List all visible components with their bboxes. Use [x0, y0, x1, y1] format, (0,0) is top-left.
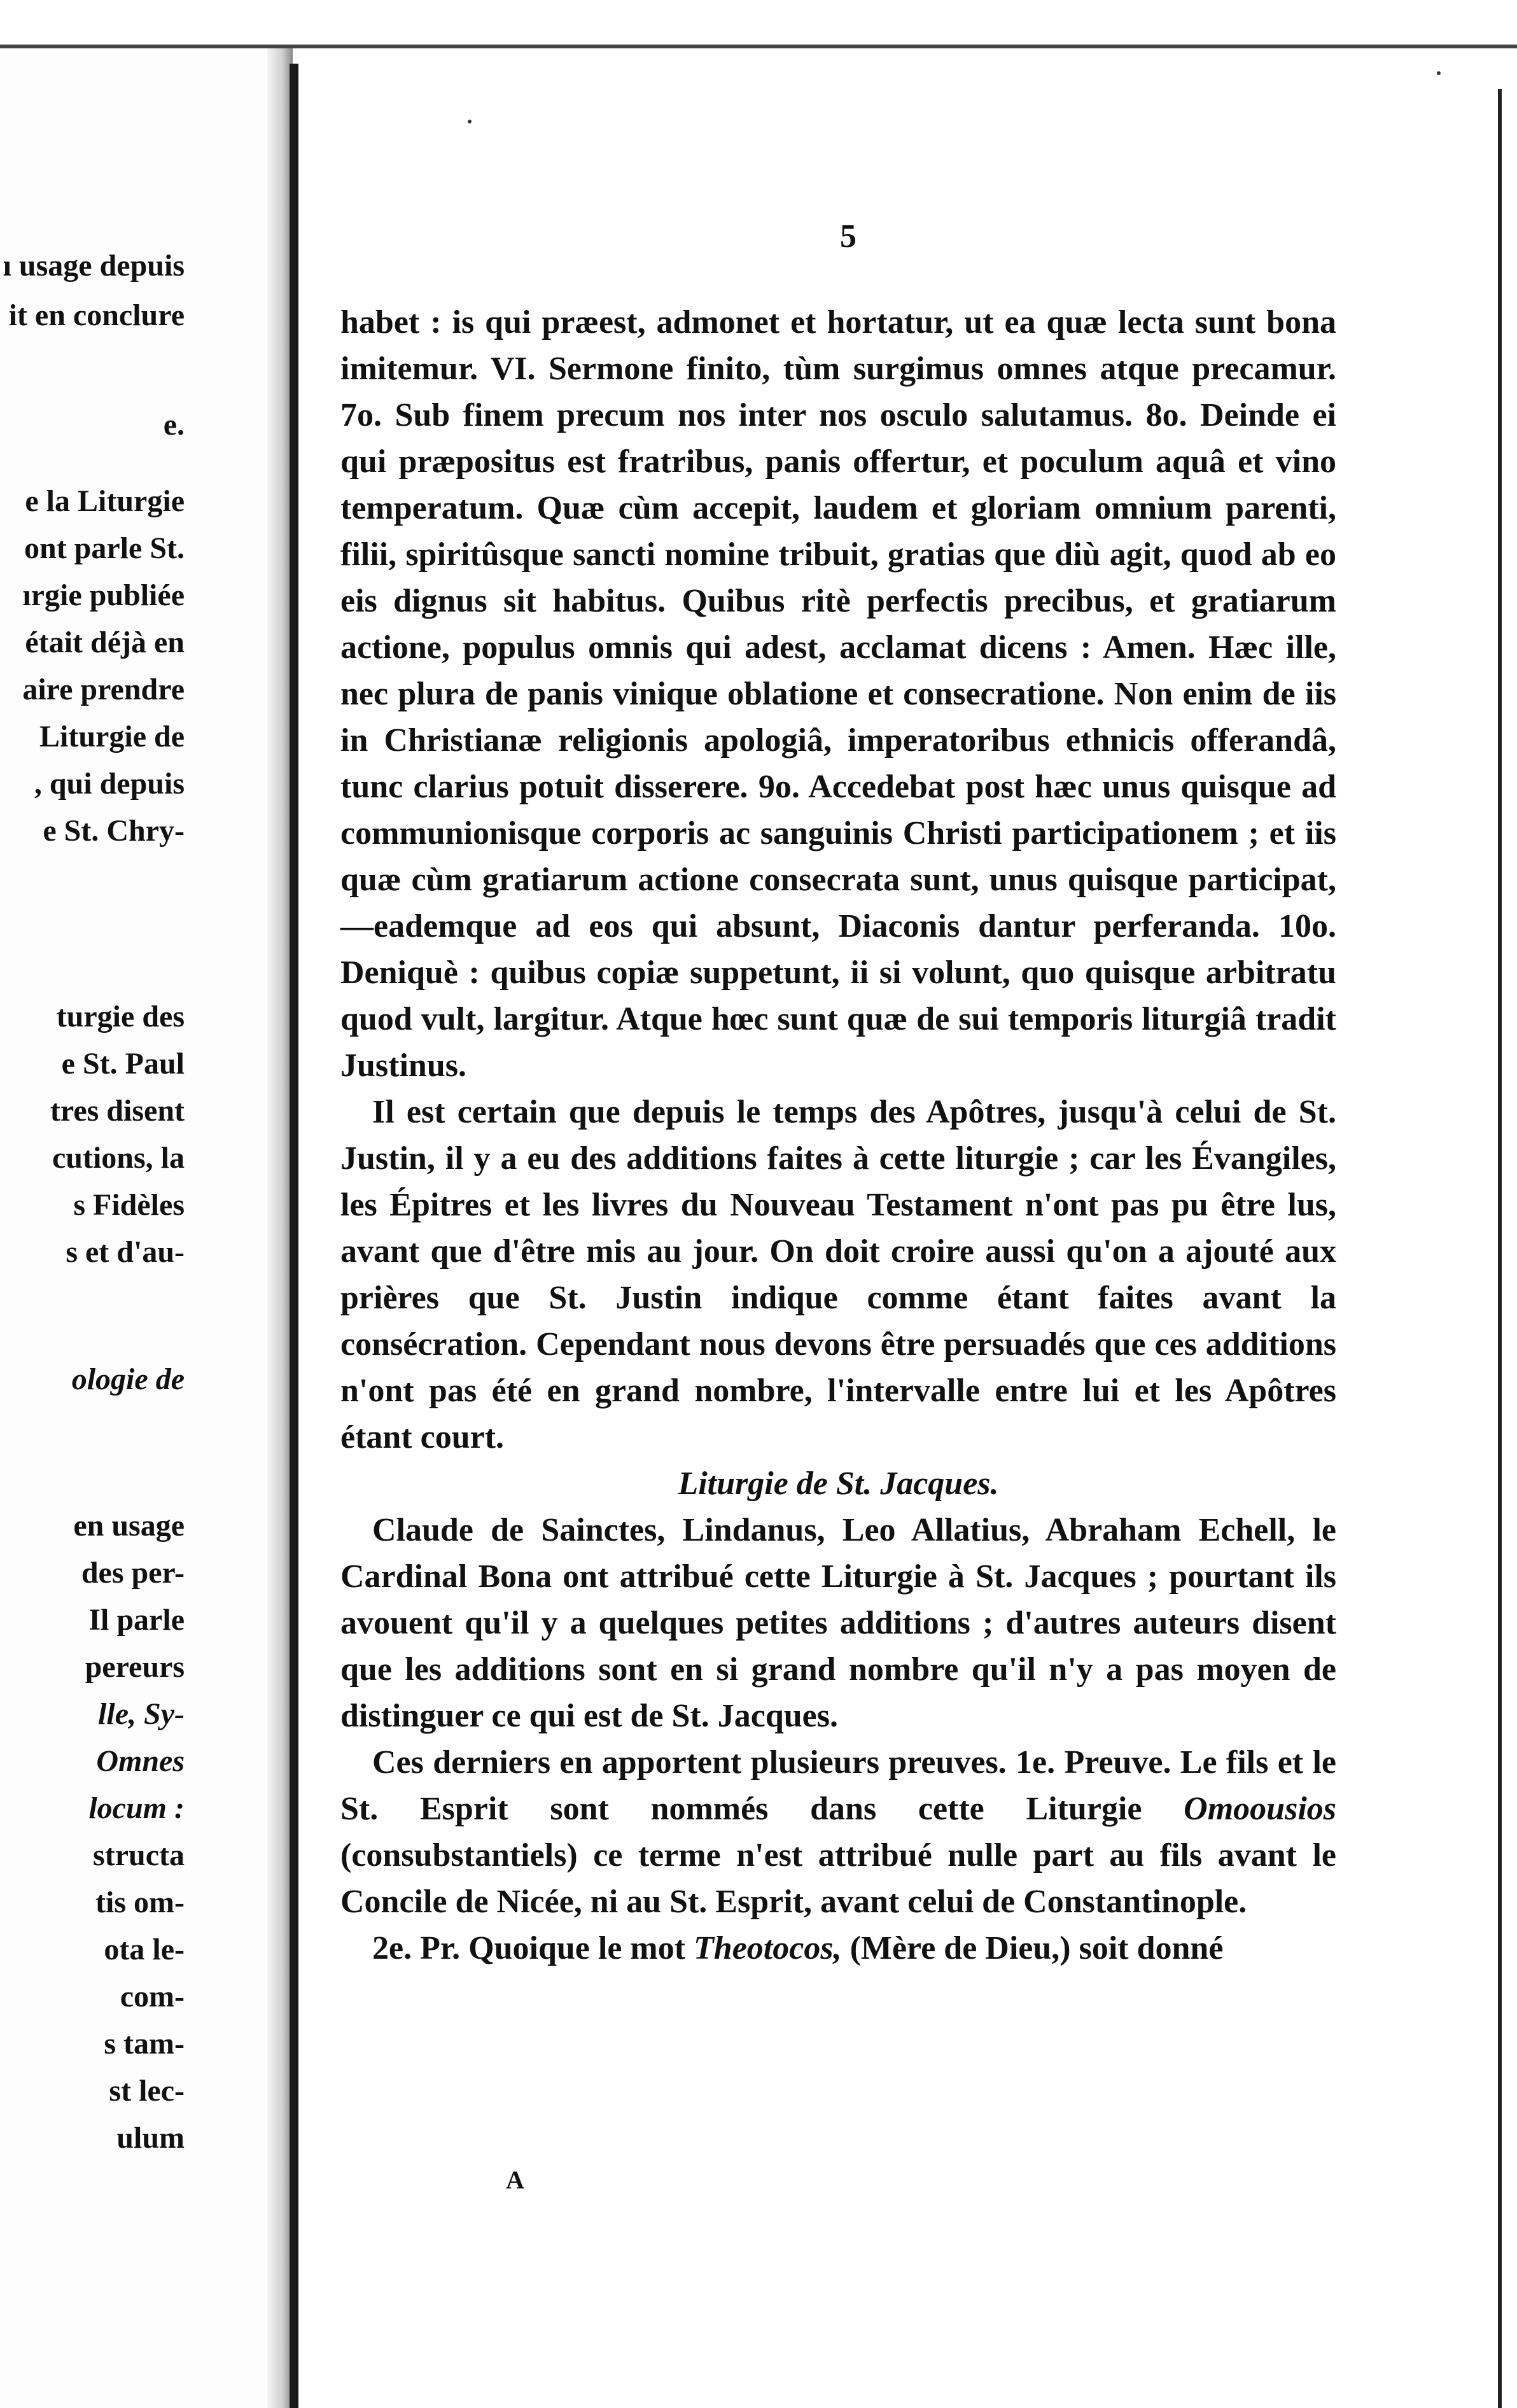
left-page-line: Omnes [96, 1744, 185, 1778]
greek-term: Omoousios [1184, 1791, 1336, 1827]
left-page-line: e. [163, 408, 185, 442]
paragraph-text: Claude de Sainctes, Lindanus, Leo Allatius, Abraham Echell, le Cardinal Bona ont attribué cette Liturgie à St. Jacques ; pourtant ils avouent qu'il y a quelques petites additions ; d'autres auteurs disent que les additions sont en si grand nombre qu'il n'y a pas moyen de distinguer ce qui est de St. Jacques. [340, 1512, 1336, 1734]
left-page-line: Il parle [88, 1603, 185, 1637]
left-page [0, 45, 280, 2408]
page-edge [290, 64, 298, 2408]
left-page-line: tres disent [50, 1094, 185, 1128]
greek-term: Theotocos, [694, 1930, 842, 1966]
left-page-line: s Fidèles [73, 1188, 185, 1222]
paragraph-text: (Mère de Dieu,) soit donné [841, 1930, 1224, 1966]
left-page-line: pereurs [85, 1650, 185, 1684]
paragraph [340, 1925, 1336, 1971]
paragraph [340, 1089, 1336, 1460]
gutter-shadow [267, 45, 293, 2408]
left-page-line: lle, Sy- [98, 1697, 185, 1731]
paragraph-text: 2e. Pr. Quoique le mot [372, 1930, 694, 1966]
page-number: 5 [840, 218, 856, 255]
left-page-line: st lec- [109, 2074, 185, 2108]
signature-mark: A [506, 2166, 524, 2194]
left-page-line: en usage [73, 1509, 185, 1543]
left-page-line: Liturgie de [39, 720, 185, 753]
left-page-line: ota le- [104, 1933, 185, 1966]
left-page-line: ont parle St. [24, 531, 185, 565]
left-page-line: des per- [81, 1556, 185, 1590]
left-page-line: ırgie publiée [22, 578, 185, 612]
body-text [340, 299, 1336, 1971]
paragraph [340, 1507, 1336, 1739]
paragraph [340, 299, 1336, 1089]
left-page-line: ı usage depuis [3, 249, 185, 283]
left-page-line: turgie des [56, 1000, 185, 1033]
paragraph-text: Ces derniers en apportent plusieurs preuves. 1e. Preuve. Le fils et le St. Esprit sont nommés dans cette Liturgie [340, 1744, 1336, 1827]
paragraph [340, 1739, 1336, 1925]
right-edge [1498, 89, 1502, 2408]
left-page-line: structa [93, 1838, 185, 1872]
left-page-line: e St. Chry- [43, 814, 185, 848]
left-page-line: ologie de [71, 1362, 185, 1396]
paragraph-text: habet : is qui præest, admonet et hortatur, ut ea quæ lecta sunt bona imitemur. VI. Sermone finito, tùm surgimus omnes atque precamur. 7o. Sub finem precum nos inter nos osculo salutamus. 8o. Deinde ei qui præpositus est fratribus, panis offertur, et poculum aquâ et vino temperatum. Quæ cùm accepit, laudem et gloriam omnium parenti, filii, spiritûsque sancti nomine tribuit, gratias que diù agit, quod ab eo eis dignus sit habitus. Quibus ritè perfectis precibus, et gratiarum actione, populus omnis qui adest, acclamat dicens : Amen. Hæc ille, nec plura de panis vinique oblatione et consecratione. Non enim de iis in Christianæ religionis apologiâ, imperatoribus ethnicis offerandâ, tunc clarius potuit disserere. 9o. Accedebat post hæc unus quisque ad communionisque corporis ac sanguinis Christi participationem ; et iis quæ cùm gratiarum actione consecrata sunt, unus quisque participat,—eademque ad eos qui absunt, Diaconis dantur perferanda. 10o. Deniquè : quibus copiæ suppetunt, ii si volunt, quo quisque arbitratu quod vult, largitur. Atque hœc sunt quæ de sui temporis liturgiâ tradit Justinus. [340, 304, 1336, 1084]
top-edge [0, 45, 1517, 48]
left-page-line: ulum [116, 2121, 185, 2155]
speck [468, 120, 472, 123]
left-page-line: cutions, la [52, 1141, 185, 1175]
left-page-line: était déjà en [25, 626, 185, 659]
left-page-line: s et d'au- [66, 1235, 185, 1269]
left-page-line: e la Liturgie [25, 484, 185, 518]
left-page-line: , qui depuis [34, 767, 185, 801]
section-heading: Liturgie de St. Jacques. [678, 1466, 999, 1502]
paragraph-text: Il est certain que depuis le temps des Apôtres, jusqu'à celui de St. Justin, il y a eu des additions faites à cette liturgie ; car les Évangiles, les Épitres et les livres du Nouveau Testament n'ont pas pu être lus, avant que d'être mis au jour. On doit croire aussi qu'on a ajouté aux prières que St. Justin indique comme étant faites avant la consécration. Cependant nous devons être persuadés que ces additions n'ont pas été en grand nombre, l'intervalle entre lui et les Apôtres étant court. [340, 1094, 1336, 1455]
left-page-line: com- [120, 1980, 185, 2013]
left-page-line: locum : [88, 1791, 185, 1825]
paragraph-text: (consubstantiels) ce terme n'est attribué nulle part au fils avant le Concile de Nicée, ni au St. Esprit, avant celui de Constantinople. [340, 1837, 1336, 1920]
speck [1437, 71, 1441, 75]
left-page-line: e St. Paul [61, 1047, 185, 1081]
left-page-line: it en conclure [8, 298, 185, 332]
left-page-line: tis om- [95, 1886, 185, 1919]
left-page-line: aire prendre [22, 673, 185, 706]
left-page-line: s tam- [104, 2027, 185, 2061]
